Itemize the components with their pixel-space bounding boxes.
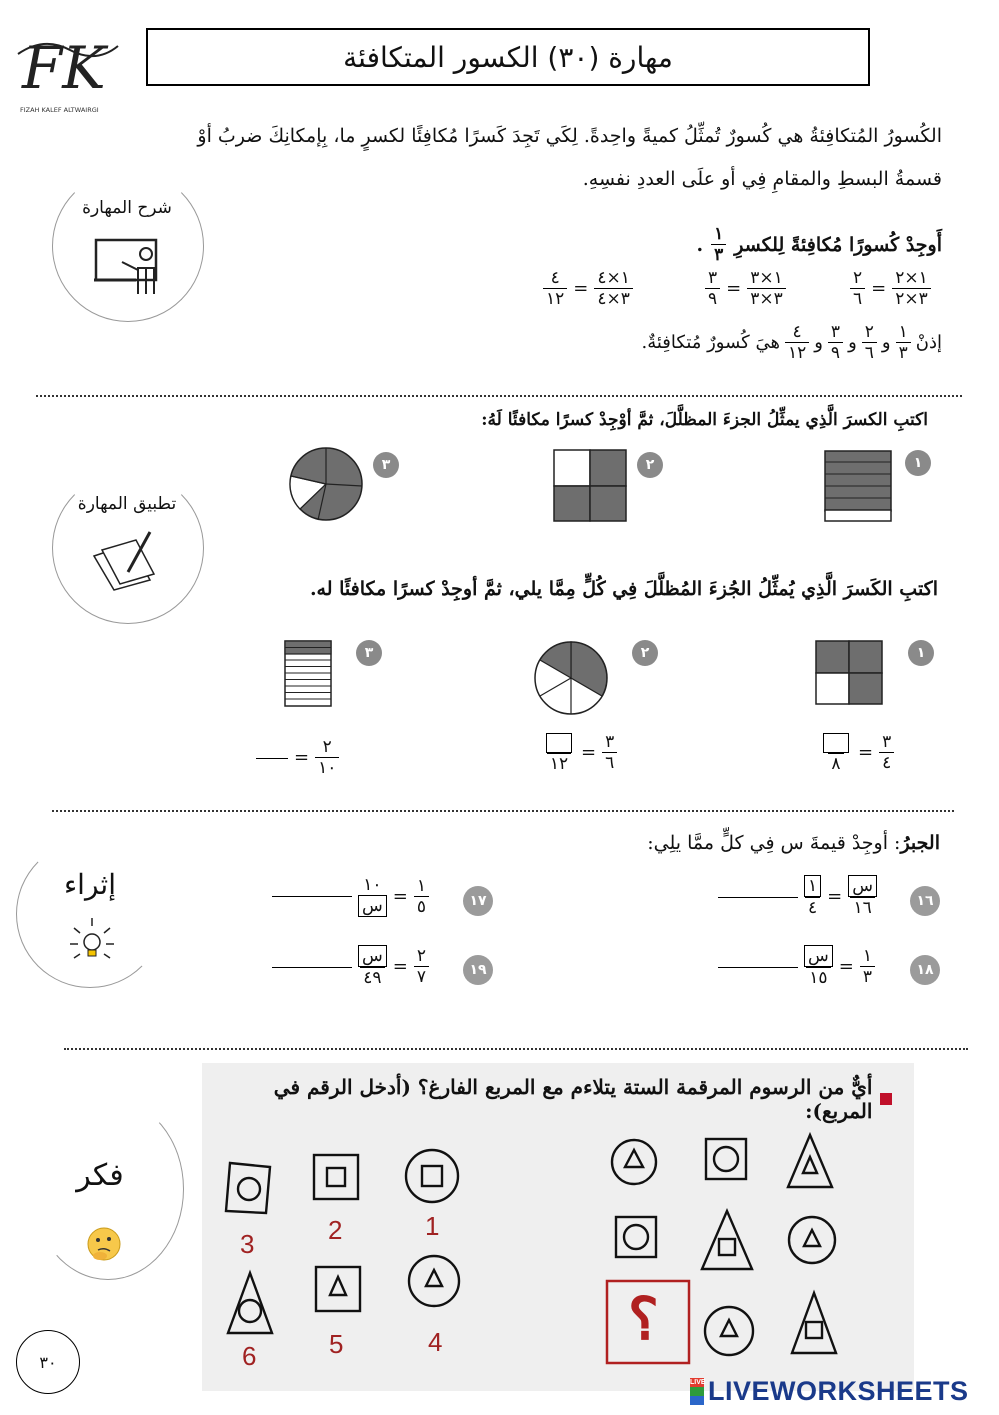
lhs-numerator: ١×٤	[597, 268, 630, 288]
option-number-4: 4	[428, 1327, 443, 1357]
fraction-numerator: ٤	[792, 322, 802, 342]
conjunction: و	[814, 332, 823, 353]
definition-line-2: قسمةُ البسطِ والمقامِ فِي أو علَى العددِ نفسِهِ.	[582, 168, 942, 190]
answer-blank[interactable]	[272, 895, 352, 897]
square-grid-figure	[815, 640, 885, 710]
puzzle-question-mark: ؟	[628, 1285, 659, 1353]
conjunction: و	[881, 332, 891, 353]
option-number-1: 1	[425, 1211, 440, 1241]
fraction-denominator: ١٦	[850, 897, 874, 918]
answer-equation-3: = $\frac{٢}{١٠}$	[256, 737, 339, 778]
apply-question-2: اكتبِ الكَسرَ الَّذِي يُمثِّلُ الجُزءَ المُظلَّلَ فِي كُلٍّ مِمَّا يلي، ثمَّ أوجِدْ كسرًا مكافئًا له.	[309, 578, 938, 600]
apply-section-label: تطبيق المهارة	[77, 494, 177, 514]
rhs-numerator: ٤	[550, 268, 560, 288]
puzzle-shapes	[202, 1063, 914, 1391]
liveworksheets-logo	[690, 1376, 969, 1407]
conclusion	[560, 322, 942, 363]
badge-1: ١	[905, 450, 931, 476]
badge-3: ٣	[373, 452, 399, 478]
fraction-denominator: ٣	[860, 966, 875, 987]
fraction-denominator: ٦	[862, 342, 877, 363]
fraction-denominator: ١٥	[806, 967, 830, 988]
rhs-numerator: ٣	[708, 268, 718, 288]
puzzle-question-text: أيٌّ من الرسوم المرقمة الستة يتلاءم مع المربع الفارغ؟ (أدخل الرقم في المربع):	[273, 1075, 873, 1123]
answer-blank[interactable]	[272, 966, 352, 968]
answer-blank[interactable]	[256, 757, 288, 759]
fraction-denominator: ٣	[711, 244, 726, 265]
fraction-numerator: ٢	[322, 737, 332, 757]
fraction-denominator: ١٠	[315, 757, 339, 778]
badge-1: ١	[908, 640, 934, 666]
example-equation-1: $\frac{٢}{٦}$ = $\frac{١\times ٢}{٣\times ٢}$	[850, 268, 931, 309]
conclusion-prefix: إذنْ	[915, 332, 942, 353]
divider	[64, 1048, 968, 1050]
item-number-badge: ١٨	[910, 955, 940, 985]
rhs-denominator: ٦	[850, 288, 865, 309]
logo-caption: FIZAH KALEF ALTWAIRGI	[20, 106, 99, 114]
lhs-denominator: ٣×٢	[892, 288, 931, 309]
thinking-face-icon	[86, 1226, 122, 1266]
think-section-label: فكر	[76, 1158, 124, 1193]
divider	[52, 810, 954, 812]
fraction-denominator: ٨	[828, 753, 843, 774]
example-prompt-text: أَوجِدْ كُسورًا مُكافِئةً لِلكسرِ	[734, 233, 942, 256]
algebra-prompt-bold: الجبرُ	[900, 832, 940, 854]
fraction-numerator: س	[358, 945, 387, 967]
option-number-6: 6	[242, 1341, 257, 1371]
option-number-5: 5	[329, 1329, 344, 1359]
lhs-numerator: ١×٢	[895, 268, 928, 288]
badge-3: ٣	[356, 640, 382, 666]
fraction-denominator: ٤٩	[360, 967, 384, 988]
enrich-section-label: إثراء	[64, 868, 116, 901]
liveworksheets-icon: LIVE	[690, 1378, 704, 1406]
fraction-numerator: ١	[714, 224, 724, 244]
divider	[36, 395, 962, 397]
square-grid-figure	[553, 449, 629, 527]
fraction-denominator: ٤	[805, 897, 820, 918]
answer-equation-2: ١٢ = $\frac{٣}{٦}$	[543, 732, 617, 774]
fraction-denominator: ٤	[879, 752, 894, 773]
badge-2: ٢	[637, 452, 663, 478]
shape-puzzle	[202, 1063, 914, 1391]
fraction-numerator: ١	[898, 322, 908, 342]
algebra-item-18: $\frac{\text{س}}{١٥}$ = $\frac{١}{٣}$	[718, 945, 875, 988]
fraction-numerator: س	[848, 875, 877, 897]
fraction-denominator: ١٢	[785, 342, 809, 363]
teacher-board-icon	[92, 234, 162, 300]
answer-blank[interactable]	[718, 966, 798, 968]
liveworksheets-wordmark: LIVEWORKSHEETS	[708, 1376, 969, 1406]
item-number-badge: ١٧	[463, 886, 493, 916]
algebra-item-17: $\frac{١٠}{\text{س}}$ = $\frac{١}{٥}$	[272, 875, 429, 917]
fraction-numerator: ٢	[416, 946, 426, 966]
pie-circle-figure	[288, 446, 364, 526]
example-prompt: أَوجِدْ كُسورًا مُكافِئةً لِلكسرِ $\frac{١}{٣}$ .	[696, 224, 942, 265]
fraction-numerator: ١٠	[363, 875, 382, 895]
fraction-denominator: ١٢	[547, 753, 571, 774]
rhs-denominator: ٩	[705, 288, 720, 309]
page-number: ٣٠	[39, 1352, 57, 1372]
page-title: مهارة (٣٠) الكسور المتكافئة	[146, 28, 870, 86]
lhs-denominator: ٣×٤	[594, 288, 633, 309]
paper-pencil-icon	[90, 530, 162, 596]
answer-blank[interactable]	[718, 896, 798, 898]
rhs-denominator: ١٢	[543, 288, 567, 309]
page-number-circle	[16, 1330, 80, 1394]
fraction-denominator: ٩	[828, 342, 843, 363]
fraction-numerator: ٣	[830, 322, 841, 342]
fraction-numerator: ٣	[882, 732, 892, 753]
example-equation-3: $\frac{٤}{١٢}$ = $\frac{١\times ٤}{٣\times ٤}$	[543, 268, 633, 309]
lhs-numerator: ١×٣	[750, 268, 783, 288]
lhs-denominator: ٣×٣	[747, 288, 786, 309]
striped-rectangle-figure	[284, 640, 334, 712]
algebra-prompt-text: : أوجِدْ قيمةَ س فِي كلٍّ ممَّا يلِي:	[647, 832, 901, 854]
logo-text: FK	[22, 34, 106, 102]
fraction-numerator: ١	[416, 875, 426, 896]
conclusion-suffix: هيَ كُسورٌ مُتكافِئةٌ.	[641, 332, 780, 353]
option-number-2: 2	[328, 1215, 343, 1245]
fraction-numerator: ٣	[605, 732, 615, 753]
answer-box[interactable]	[546, 733, 572, 753]
fraction-denominator: ٦	[602, 752, 617, 773]
answer-equation-1: ٨ = $\frac{٣}{٤}$	[820, 732, 894, 774]
fraction-denominator: ٣	[896, 342, 911, 363]
example-equation-2: $\frac{٣}{٩}$ = $\frac{١\times ٣}{٣\times ٣}$	[705, 268, 786, 309]
conjunction: و	[848, 332, 857, 353]
rhs-numerator: ٢	[853, 268, 863, 288]
explain-section-label: شرح المهارة	[82, 198, 172, 218]
algebra-item-19: $\frac{\text{س}}{٤٩}$ = $\frac{٢}{٧}$	[272, 945, 429, 988]
fraction-numerator: س	[804, 945, 833, 967]
fraction-numerator: ١	[804, 875, 821, 897]
item-number-badge: ١٩	[463, 955, 493, 985]
definition-line-1: الكُسورُ المُتكافِئةُ هي كُسورٌ تُمثِّلُ كميةً واحِدةً. لِكَي تَجِدَ كَسرًا مُكافِئًا لكسرٍ ما، بِإمكانِكَ ضربُ أوْ	[197, 125, 942, 147]
badge-2: ٢	[632, 640, 658, 666]
algebra-item-16: $\frac{١}{٤}$ = $\frac{\text{س}}{١٦}$	[718, 875, 877, 918]
fraction-denominator: س	[358, 895, 387, 917]
fraction-numerator: ١	[862, 946, 872, 966]
fraction-numerator: ٢	[864, 322, 874, 342]
apply-question-1: اكتبِ الكسرَ الَّذِي يمثِّلُ الجزءَ المظلَّلَ، ثمَّ أوْجِدْ كسرًا مكافئًا لَهُ:	[481, 410, 928, 430]
lightbulb-icon	[66, 914, 118, 970]
item-number-badge: ١٦	[910, 886, 940, 916]
option-number-3: 3	[240, 1229, 255, 1259]
answer-box[interactable]	[823, 733, 849, 753]
striped-rectangle-figure	[824, 450, 894, 526]
logo	[14, 26, 124, 118]
algebra-prompt	[560, 832, 940, 854]
fraction-denominator: ٥	[414, 896, 429, 917]
example-fraction	[711, 224, 726, 265]
fraction-denominator: ٧	[414, 966, 429, 987]
pie-circle-figure	[533, 640, 609, 720]
